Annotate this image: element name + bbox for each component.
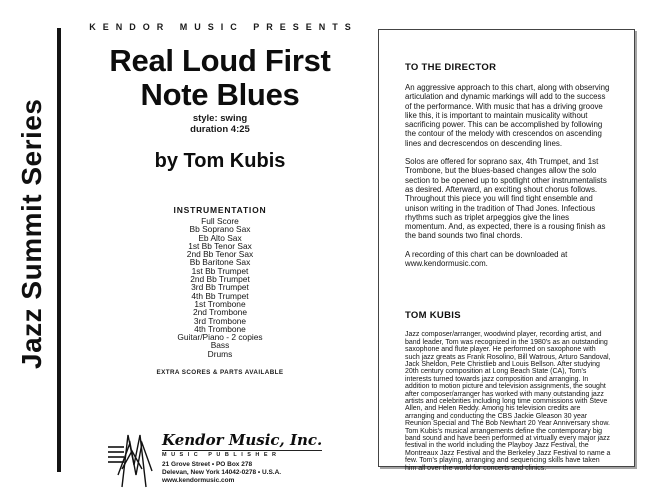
instrumentation-heading: INSTRUMENTATION [173,205,267,215]
bio-paragraph: Jazz composer/arranger, woodwind player, recording artist, and band leader, Tom was recognized in the 1980's as an outstanding saxophone and flute player. He performed on saxophone with such jazz greats as Frank Rosolino, Bill Watrous, Arturo Sandoval, Jack Sheldon, Pete Christlieb and Louis Bellson. After studying 20th century composition at Long Beach State (CA), Tom's interests turned towards jazz composition and arranging. In addition to motion picture and television assignments, the sought after composer/arranger has worked with many outstanding jazz artists and celebrities including long time commissions with Steve Allen, and Helen Reddy. Among his television credits are arranging and conducting the CBS Jackie Gleason 30 year Reunion Special and The Bob Newhart 20 Year Anniversary show. Tom Kubis's musical arrangements define the contemporary big band sound and have been performed at virtually every major jazz festival in the world including the Playboy Jazz Festival, the Montreaux Jazz Festival and the Berkeley Jazz Festival to name a few. Tom's playing, arranging and sequencing skills have taken him all over the world for concerts and clinics. [405,331,611,472]
list-item: 3rd Bb Trumpet [191,282,249,293]
list-item: 4th Bb Trumpet [191,290,249,301]
director-paragraph: A recording of this chart can be downloaded at www.kendormusic.com. [405,249,568,269]
list-item: Full Score [201,216,239,226]
publisher-tagline: MUSIC PUBLISHER [162,452,281,458]
kendor-music-logo-icon [108,431,156,489]
list-item: Guitar/Piano - 2 copies [177,332,263,343]
list-item: 1st Bb Tenor Sax [188,240,252,251]
duration-line: duration 4:25 [190,124,250,135]
list-item: Bb Soprano Sax [189,224,251,235]
publisher-address-line1: 21 Grove Street • PO Box 278 [162,461,253,468]
publisher-website: www.kendormusic.com [162,477,235,484]
extra-scores-note: EXTRA SCORES & PARTS AVAILABLE [156,369,284,376]
list-item: 2nd Bb Trumpet [190,274,250,285]
list-item: 2nd Trombone [192,307,247,318]
director-notes-page [378,29,635,472]
list-item: Drums [207,348,233,359]
publisher-name: Kendor Music, Inc. [162,431,323,449]
list-item: 3rd Trombone [193,315,247,326]
page-title [60,44,380,112]
style-line: style: swing [192,113,248,124]
director-paragraph: An aggressive approach to this chart, along with observing articulation and dynamic markings will add to the success of the performance. With music that has a driving groove like this, it is important to maintain musicality without sacrificing power. This can be accomplished by following the contour of the melody with crescendos on ascending lines and decrescendos on descending lines. [405,83,610,148]
list-item: Bb Baritone Sax [189,257,251,268]
instrumentation-list [70,217,370,358]
publisher-block [108,431,348,489]
list-item: 4th Trombone [194,323,246,334]
director-paragraph: Solos are offered for soprano sax, 4th Trumpet, and 1st Trombone, but the blues-based changes allow the solo section to be opened up to spotlight other instrumentalists as desired. Afterward, an exciting shout chorus follows. Throughout this piece you will find tight ensemble and unison writing in the tradition of Thad Jones. Infectious rhythms such as triplet arpeggios give the lines momentum. And, as expected, there is a rousing finish as the band sounds two final chords. [405,157,607,241]
director-heading: TO THE DIRECTOR [405,62,497,73]
series-banner-label: Jazz Summit Series [16,98,47,369]
list-item: 1st Trombone [194,298,246,309]
list-item: 2nd Bb Tenor Sax [186,249,254,260]
title-line-1: Real Loud First [109,43,331,78]
list-item: Bass [210,340,230,351]
publisher-address-line2: Delevan, New York 14042-0278 • U.S.A. [162,469,282,476]
publisher-header: KENDOR MUSIC PRESENTS [89,22,358,32]
list-item: Eb Alto Sax [198,232,242,243]
composer-byline: by Tom Kubis [154,150,286,172]
title-line-2: Note Blues [140,77,300,112]
piece-meta [70,113,370,135]
list-item: 1st Bb Trumpet [191,265,249,276]
bio-heading: TOM KUBIS [405,310,461,322]
